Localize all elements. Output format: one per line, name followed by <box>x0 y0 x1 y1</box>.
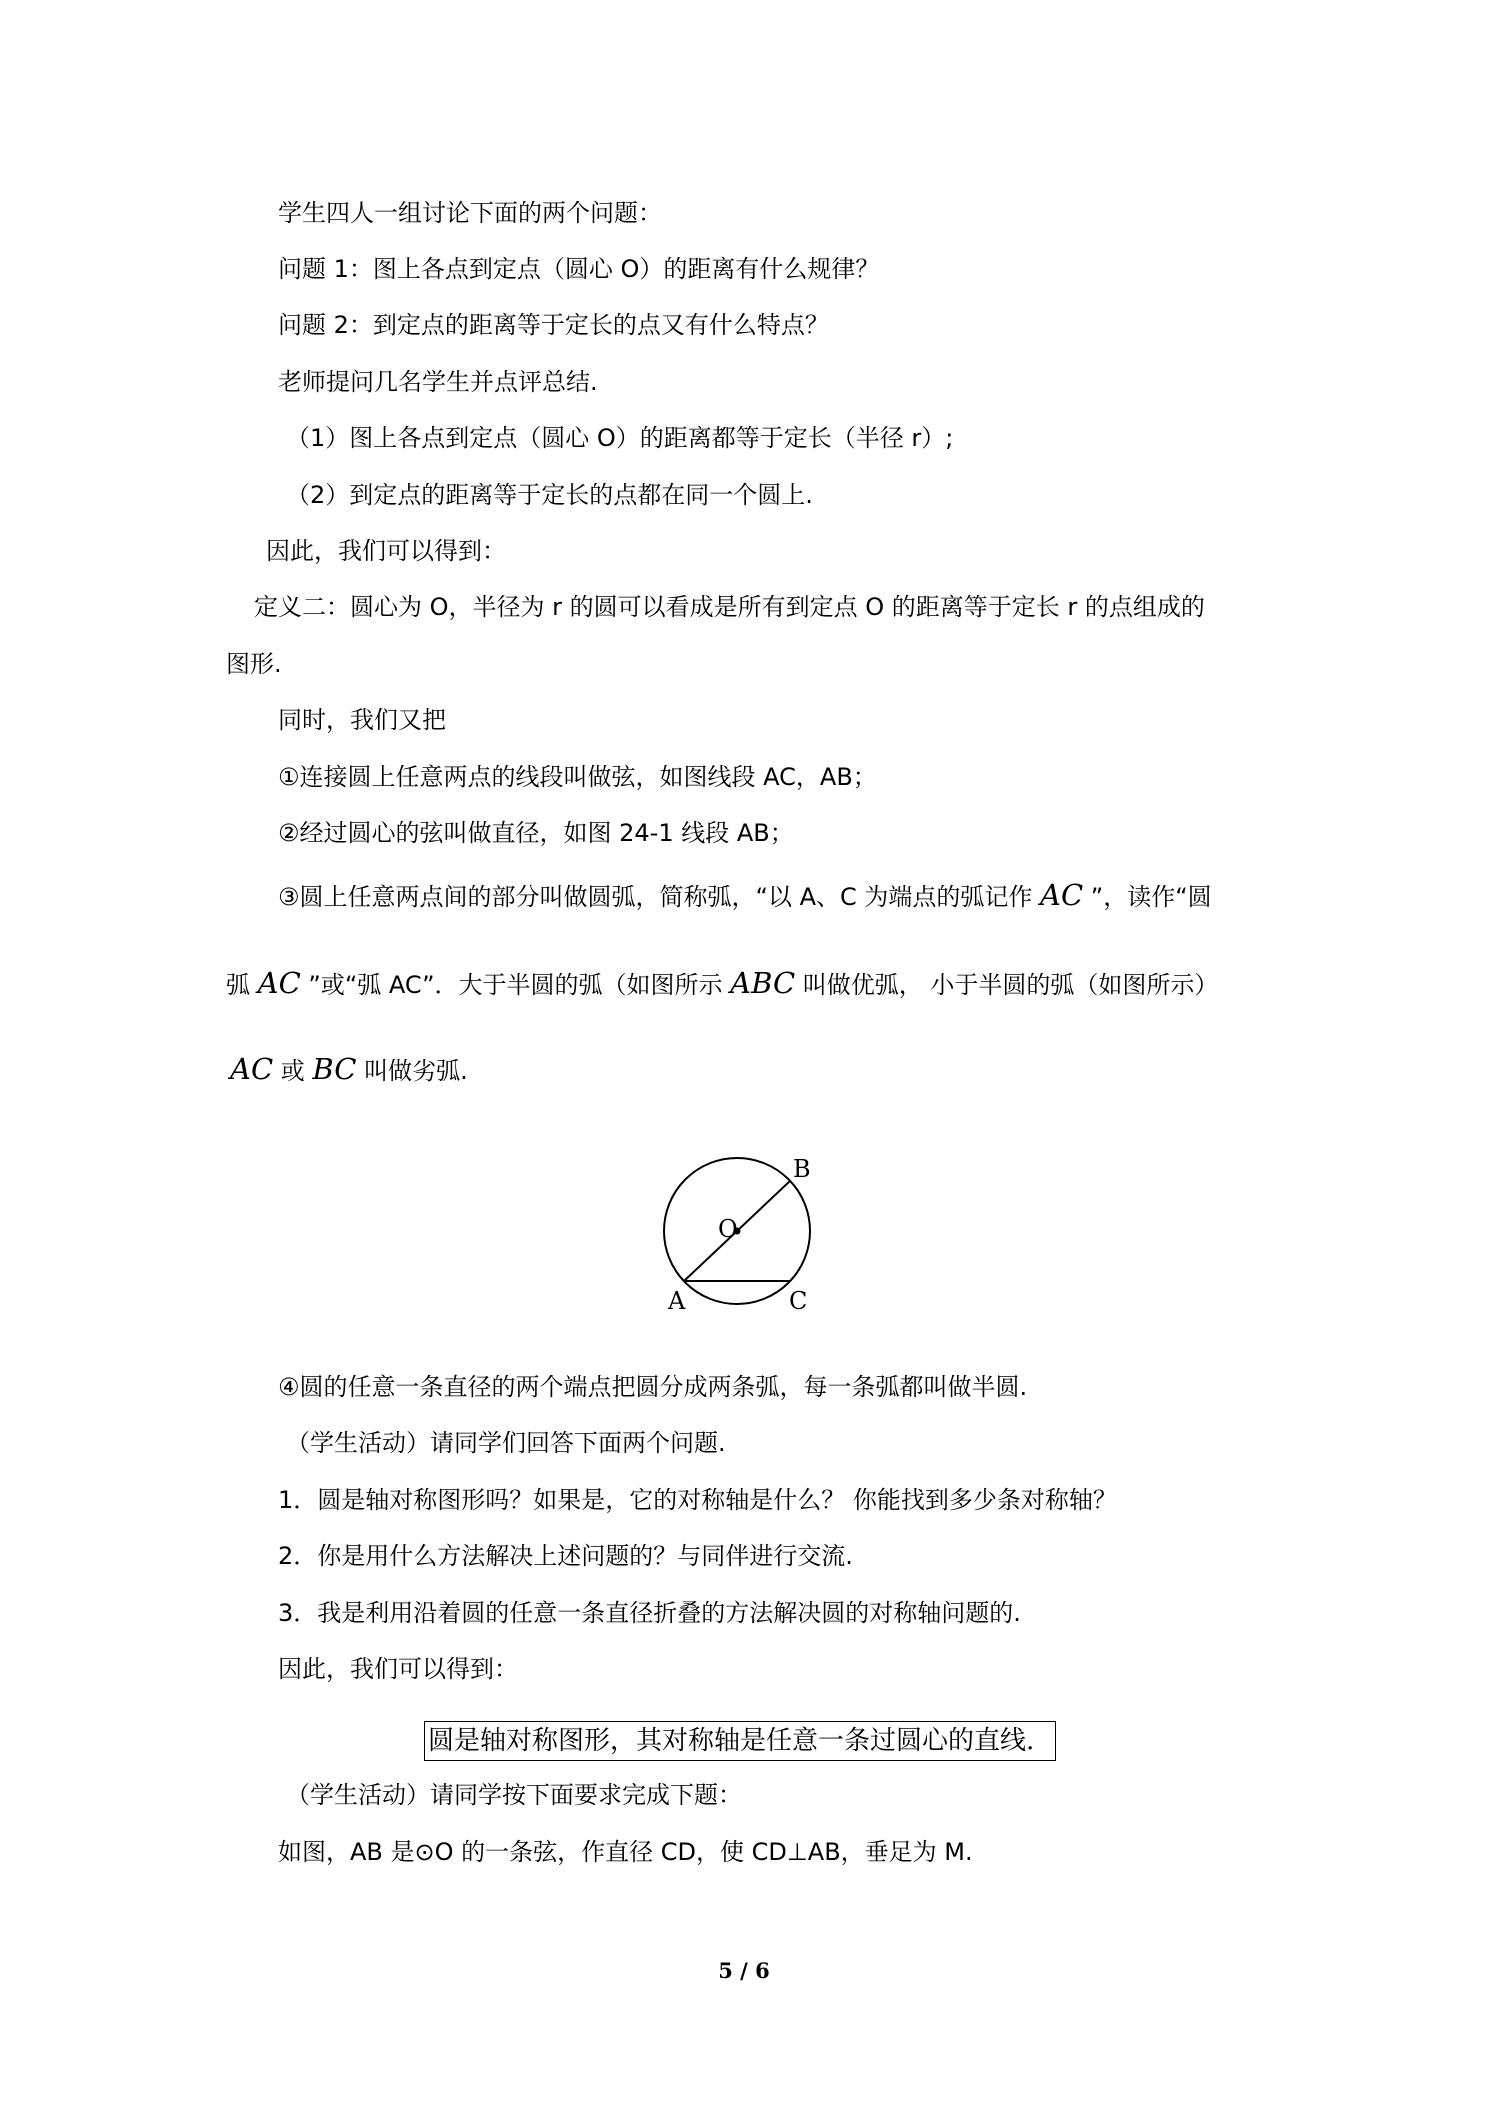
page-number: 5 / 6 <box>718 1958 770 1983</box>
boxed-conclusion: 圆是轴对称图形，其对称轴是任意一条过圆心的直线. <box>424 1721 1056 1761</box>
math-arc-ac: AC <box>1040 878 1084 912</box>
figure-label-o: O <box>718 1215 738 1243</box>
text-line-q3: 3．我是利用沿着圆的任意一条直径折叠的方法解决圆的对称轴问题的. <box>278 1599 1021 1627</box>
text-line-question-1: 问题 1：图上各点到定点（圆心 O）的距离有什么规律？ <box>278 255 880 283</box>
text-line-q2: 2．你是用什么方法解决上述问题的？与同伴进行交流. <box>278 1542 853 1570</box>
text-line-arc-cont <box>226 966 1218 1002</box>
text-line-definition: 定义二：圆心为 O，半径为 r 的圆可以看成是所有到定点 O 的距离等于定长 r 的点组成的 <box>254 593 1205 621</box>
math-arc-ac-2: AC <box>257 966 301 1000</box>
minor-arc-text-2: 叫做劣弧. <box>356 1057 468 1085</box>
arc-text-1: ③圆上任意两点间的部分叫做圆弧，简称弧，“以 A、C 为端点的弧记作 <box>278 883 1041 911</box>
figure-label-a: A <box>668 1287 686 1315</box>
arc-cont-text-1: 弧 <box>226 971 258 999</box>
text-line-answer-2: （2）到定点的距离等于定长的点都在同一个圆上. <box>286 481 813 509</box>
text-line-meanwhile: 同时，我们又把 <box>278 706 446 734</box>
text-line-answer-1: （1）图上各点到定点（圆心 O）的距离都等于定长（半径 r）; <box>286 424 954 452</box>
circle-figure <box>650 1150 850 1320</box>
minor-arc-text-1: 或 <box>273 1057 313 1085</box>
math-arc-ac-3: AC <box>230 1052 274 1086</box>
text-line-minor-arc <box>230 1052 468 1088</box>
arc-cont-text-2: ”或“弧 AC”．大于半圆的弧（如图所示 <box>300 971 731 999</box>
text-line-activity-1: （学生活动）请同学们回答下面两个问题. <box>286 1429 726 1457</box>
arc-text-2: ”，读作“圆 <box>1083 883 1212 911</box>
figure-label-c: C <box>789 1287 808 1315</box>
arc-cont-text-3: 叫做优弧， 小于半圆的弧（如图所示） <box>795 971 1219 999</box>
text-line-definition-cont: 图形. <box>226 650 282 678</box>
text-line-arc <box>278 878 1212 914</box>
text-line-chord: ①连接圆上任意两点的线段叫做弦，如图线段 AC，AB； <box>278 763 877 791</box>
text-line-exercise: 如图，AB 是⊙O 的一条弦，作直径 CD，使 CD⊥AB，垂足为 M. <box>278 1838 973 1866</box>
math-arc-abc: ABC <box>730 966 796 1000</box>
text-line-diameter: ②经过圆心的弦叫做直径，如图 24-1 线段 AB； <box>278 819 794 847</box>
text-line-activity-2: （学生活动）请同学按下面要求完成下题： <box>286 1781 742 1809</box>
text-line-q1: 1．圆是轴对称图形吗？如果是，它的对称轴是什么？ 你能找到多少条对称轴？ <box>278 1486 1117 1514</box>
text-line-discussion: 学生四人一组讨论下面的两个问题： <box>278 199 662 227</box>
text-line-semicircle: ④圆的任意一条直径的两个端点把圆分成两条弧，每一条弧都叫做半圆. <box>278 1373 1028 1401</box>
text-line-therefore: 因此，我们可以得到： <box>266 537 506 565</box>
figure-label-b: B <box>793 1155 811 1183</box>
text-line-teacher: 老师提问几名学生并点评总结. <box>278 368 598 396</box>
text-line-question-2: 问题 2：到定点的距离等于定长的点又有什么特点？ <box>278 311 829 339</box>
math-arc-bc: BC <box>312 1052 357 1086</box>
text-line-therefore-2: 因此，我们可以得到： <box>278 1655 518 1683</box>
